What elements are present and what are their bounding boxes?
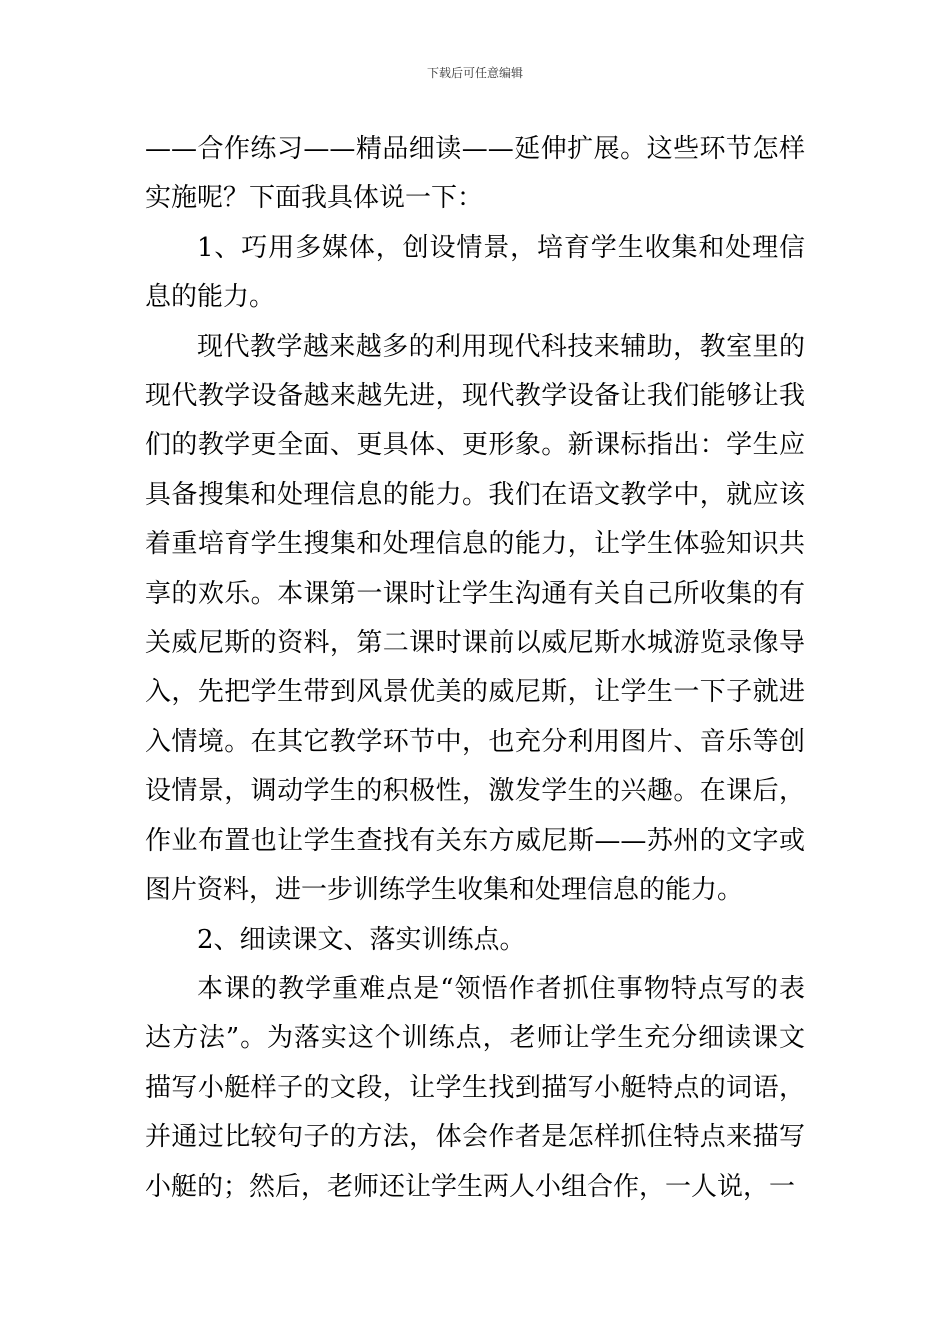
- paragraph-heading-1: 1、巧用多媒体，创设情景，培育学生收集和处理信息的能力。: [145, 232, 805, 313]
- document-body: [145, 125, 805, 1212]
- paragraph-multimedia: 现代教学越来越多的利用现代科技来辅助，教室里的现代教学设备越来越先进，现代教学设备让我们能够让我们的教学更全面、更具体、更形象。新课标指出：学生应具备搜集和处理信息的能力。我们在语文教学中，就应该着重培育学生搜集和处理信息的能力，让学生体验知识共享的欢乐。本课第一课时让学生沟通有关自己所收集的有关威尼斯的资料，第二课时课前以威尼斯水城游览录像导入，先把学生带到风景优美的威尼斯，让学生一下子就进入情境。在其它教学环节中，也充分利用图片、音乐等创设情景，调动学生的积极性，激发学生的兴趣。在课后，作业布置也让学生查找有关东方威尼斯——苏州的文字或图片资料，进一步训练学生收集和处理信息的能力。: [145, 331, 805, 906]
- paragraph-heading-2: 2、细读课文、落实训练点。: [197, 924, 526, 955]
- paragraph-training-point: 本课的教学重难点是“领悟作者抓住事物特点写的表达方法”。为落实这个训练点，老师让学生充分细读课文描写小艇样子的文段，让学生找到描写小艇特点的词语，并通过比较句子的方法，体会作者是怎样抓住特点来描写小艇的；然后，老师还让学生两人小组合作，一人说，一: [145, 973, 805, 1202]
- page-header: 下载后可任意编辑: [426, 66, 523, 80]
- paragraph-continuation: ——合作练习——精品细读——延伸扩展。这些环节怎样实施呢？下面我具体说一下：: [145, 134, 805, 214]
